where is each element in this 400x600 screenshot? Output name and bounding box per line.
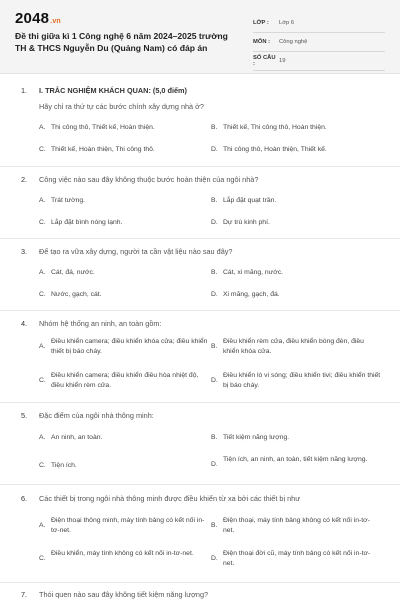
meta-row-class — [253, 14, 385, 33]
option-letter: D. — [211, 146, 218, 153]
question-number: 7. — [21, 590, 28, 599]
meta-value: 19 — [279, 58, 286, 64]
logo-text: 2048 — [15, 10, 50, 27]
option-text: Điện thoại thông minh, máy tính bảng có kết nối in-tơ-net. — [51, 517, 205, 534]
question-text: Công việc nào sau đây không thuộc bước hoàn thiện của ngôi nhà? — [39, 175, 259, 184]
question-4 — [0, 310, 400, 402]
question-7 — [0, 582, 400, 600]
question-text: Thói quen nào sau đây không tiết kiệm năng lượng? — [39, 590, 209, 599]
option-letter: A. — [39, 124, 46, 131]
option-text: Điện thoại đời cũ, máy tính bảng có kết nối in-tơ-net. — [223, 550, 371, 567]
option-letter: D. — [211, 219, 218, 226]
option-text: Tiện ích. — [51, 462, 77, 469]
logo-suffix: .vn — [50, 18, 61, 25]
option-text: Cát, xi măng, nước. — [223, 269, 284, 276]
question-number: 1. — [21, 86, 28, 95]
option-text: Lắp đặt quạt trần. — [223, 197, 277, 204]
question-6 — [0, 484, 400, 580]
option-letter: A. — [39, 343, 46, 350]
section-heading: I. TRẮC NGHIỆM KHÁCH QUAN: (5,0 điểm) — [39, 86, 187, 95]
meta-label: LỚP : — [253, 20, 269, 26]
option-text: Trát tường. — [51, 197, 86, 204]
question-number: 5. — [21, 411, 28, 420]
option-letter: B. — [211, 124, 218, 131]
question-1 — [0, 80, 400, 168]
option-letter: A. — [39, 434, 46, 441]
question-5 — [0, 402, 400, 484]
option-text: Lắp đặt bình nóng lạnh. — [51, 219, 123, 226]
option-text: Điều khiển, máy tính không có kết nối in-tơ-net. — [51, 550, 194, 557]
question-number: 4. — [21, 319, 28, 328]
question-text: Hãy chỉ ra thứ tự các bước chính xây dựng nhà ở? — [39, 102, 204, 111]
option-text: Tiện ích, an ninh, an toàn, tiết kiệm năng lượng. — [223, 456, 368, 463]
option-letter: B. — [211, 269, 218, 276]
option-text: Cát, đá, nước. — [51, 269, 95, 276]
option-letter: C. — [39, 377, 46, 384]
page-title: Đề thi giữa kì 1 Công nghệ 6 năm 2024–2025 trường TH & THCS Nguyễn Du (Quảng Nam) có đáp án — [15, 31, 228, 53]
option-letter: C. — [39, 219, 46, 226]
option-letter: C. — [39, 462, 46, 469]
option-letter: C. — [39, 146, 46, 153]
meta-label: SỐ CÂU : — [253, 55, 276, 67]
option-letter: D. — [211, 377, 218, 384]
option-text: Nước, gạch, cát. — [51, 291, 102, 298]
question-number: 3. — [21, 247, 28, 256]
option-text: Điều khiển rèm cửa, điều khiển bóng đèn, điều khiển khóa cửa. — [223, 338, 364, 355]
meta-row-count — [253, 52, 385, 71]
option-letter: A. — [39, 269, 46, 276]
option-letter: C. — [39, 291, 46, 298]
option-text: Điện thoại, máy tính bảng không có kết nối in-tơ-net. — [223, 517, 370, 534]
question-2 — [0, 166, 400, 238]
option-text: Điều khiển camera; điều khiển điều hòa nhiệt độ, điều khiển rèm cửa. — [51, 372, 199, 389]
option-letter: B. — [211, 197, 218, 204]
option-text: Xi măng, gạch, đá. — [223, 291, 280, 298]
option-text: Điều khiển lò vi sóng; điều khiển tivi; điều khiển thiết bị báo cháy. — [223, 372, 381, 389]
page-header — [0, 0, 400, 74]
option-text: Thi công thô, Hoàn thiện, Thiết kế. — [223, 146, 327, 153]
question-text: Đặc điểm của ngôi nhà thông minh: — [39, 411, 154, 420]
option-text: Thi công thô, Thiết kế, Hoàn thiện. — [51, 124, 155, 131]
meta-value: Lớp 6 — [279, 20, 295, 26]
question-text: Nhóm hệ thống an ninh, an toàn gồm: — [39, 319, 162, 328]
option-text: Thiết kế, Thi công thô, Hoàn thiện. — [223, 124, 327, 131]
option-letter: C. — [39, 555, 46, 562]
option-letter: B. — [211, 522, 218, 529]
option-letter: B. — [211, 434, 218, 441]
option-text: Điều khiển camera; điều khiển khóa cửa; điều khiển thiết bị báo cháy. — [51, 338, 208, 355]
exam-meta — [253, 14, 385, 71]
option-text: Tiết kiệm năng lượng. — [223, 434, 290, 441]
option-letter: A. — [39, 197, 46, 204]
meta-label: MÔN : — [253, 39, 271, 45]
option-text: Dự trù kinh phí. — [223, 219, 270, 226]
option-letter: B. — [211, 343, 218, 350]
option-letter: A. — [39, 522, 46, 529]
question-text: Các thiết bị trong ngôi nhà thông minh được điều khiển từ xa bởi các thiết bị như — [39, 494, 301, 503]
meta-row-subject — [253, 33, 385, 52]
question-3 — [0, 238, 400, 310]
option-letter: D. — [211, 291, 218, 298]
option-text: Thiết kế, Hoàn thiện, Thi công thô. — [51, 146, 155, 153]
option-text: An ninh, an toàn. — [51, 434, 103, 441]
option-letter: D. — [211, 461, 218, 468]
meta-value: Công nghệ — [279, 39, 308, 45]
option-letter: D. — [211, 555, 218, 562]
site-logo[interactable] — [15, 10, 61, 27]
question-number: 2. — [21, 175, 28, 184]
question-text: Để tạo ra vữa xây dựng, người ta cần vật liệu nào sau đây? — [39, 247, 233, 256]
question-number: 6. — [21, 494, 28, 503]
